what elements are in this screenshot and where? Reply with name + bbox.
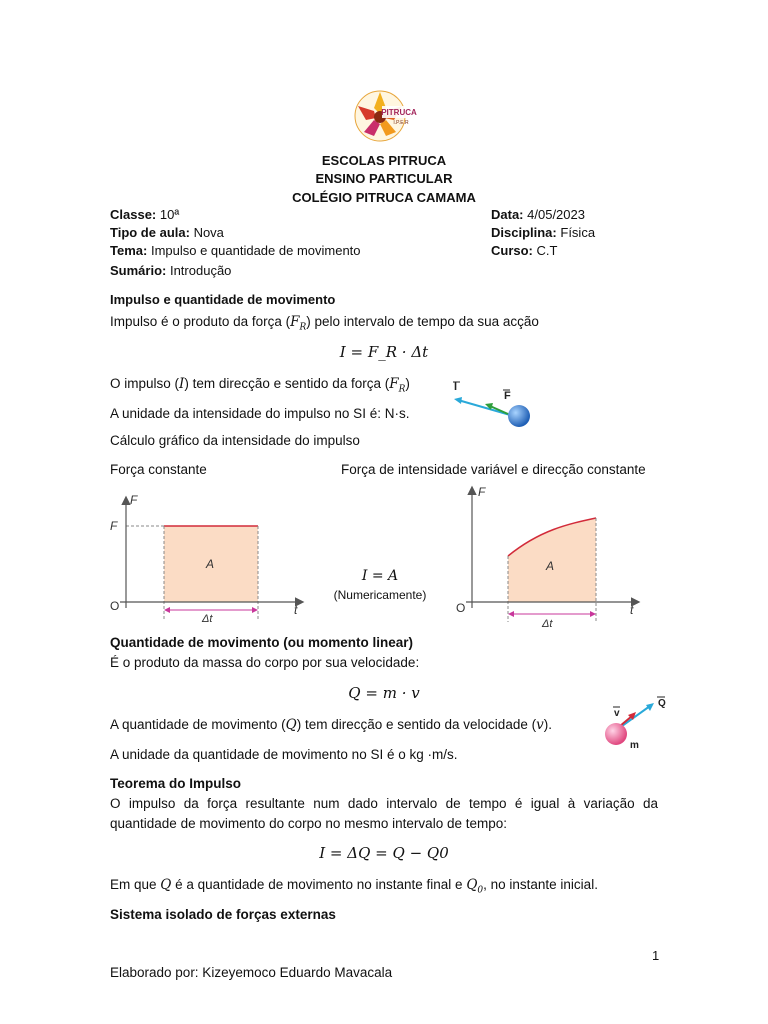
fig-label-momentum: Q — [658, 698, 666, 709]
section-heading-impulso: Impulso e quantidade de movimento — [110, 292, 336, 307]
graph-variable-force — [450, 482, 646, 632]
graph-constant-force — [102, 490, 310, 628]
interval-label: Δt — [542, 618, 553, 630]
classe-row — [110, 207, 179, 222]
tema-label: Tema: — [110, 243, 148, 258]
quantidade-formula: Q = m · v — [348, 684, 420, 702]
tipo-value: Nova — [193, 225, 224, 240]
logo-name: PITRUCA — [381, 108, 417, 117]
quantidade-definition: É o produto da massa do corpo por sua velocidade: — [110, 655, 420, 670]
var-force-label: Força de intensidade variável e direcção constante — [341, 462, 646, 477]
area-formula-note: (Numericamente) — [333, 588, 427, 602]
tipo-label: Tipo de aula: — [110, 225, 190, 240]
section-heading-quantidade: Quantidade de movimento (ou momento linear) — [110, 635, 414, 650]
fig-label-mass: m — [630, 740, 639, 751]
logo-subtext: I.P.E.R — [393, 120, 409, 126]
data-label: Data: — [491, 207, 524, 222]
impulso-unit: A unidade da intensidade do impulso no SI é: N·s. — [110, 406, 410, 421]
momentum-symbol: Q — [285, 717, 297, 733]
curso-label: Curso: — [491, 243, 533, 258]
fig-label-impulse: I — [454, 381, 458, 393]
y-axis-label: F — [478, 485, 486, 499]
velocity-symbol: v — [536, 717, 544, 733]
sumario-label: Sumário: — [110, 263, 167, 278]
school-type: ENSINO PARTICULAR — [315, 171, 453, 186]
force-symbol: $F_R$ — [290, 314, 307, 333]
disciplina-row — [491, 225, 595, 240]
data-value: 4/05/2023 — [527, 207, 585, 222]
momentum-ball-figure — [598, 692, 678, 752]
momentum-final-symbol: Q — [160, 877, 172, 893]
sumario-value: Introdução — [169, 263, 232, 278]
disciplina-label: Disciplina: — [491, 225, 557, 240]
school-logo — [346, 84, 418, 144]
impulso-definition: Impulso é o produto da força $(F_R)$ pelo intervalo de tempo da sua acção — [110, 314, 539, 333]
quantidade-direction: A quantidade de movimento (Q) tem direcção e sentido da velocidade (v). — [110, 717, 552, 733]
graph-heading: Cálculo gráfico da intensidade do impulso — [110, 433, 360, 448]
teorema-note: Em que Q é a quantidade de movimento no instante final e $Q_0$, no instante inicial. — [110, 877, 598, 896]
curso-value: C.T — [536, 243, 558, 258]
y-axis-label: F — [130, 493, 138, 507]
impulso-formula: I = F_R · Δt — [339, 343, 429, 361]
disciplina-value: Física — [560, 225, 596, 240]
sumario-row — [110, 263, 231, 278]
data-row — [491, 207, 585, 222]
school-name: ESCOLAS PITRUCA — [321, 153, 447, 168]
origin-label: O — [456, 601, 466, 615]
momentum-initial-symbol: $Q_0$ — [466, 877, 484, 896]
section-heading-teorema: Teorema do Impulso — [110, 776, 242, 791]
curso-row — [491, 243, 557, 258]
f-tick-label: F — [110, 519, 118, 533]
impulse-symbol: I — [179, 376, 185, 392]
area-formula: I = A — [361, 568, 399, 584]
fig-label-velocity: v — [614, 708, 620, 719]
teorema-formula: I = ΔQ = Q − Q0 — [319, 844, 449, 862]
author-credit: Elaborado por: Kizeyemoco Eduardo Mavacala — [110, 965, 393, 980]
x-axis-label: t — [630, 603, 634, 617]
section-heading-sistema: Sistema isolado de forças externas — [110, 907, 336, 922]
quantidade-unit: A unidade da quantidade de movimento no SI é o kg ·m/s. — [110, 747, 458, 762]
fig-label-force: F — [504, 390, 511, 402]
school-college: COLÉGIO PITRUCA CAMAMA — [292, 190, 476, 205]
area-label: A — [546, 559, 555, 573]
impulse-ball-figure — [448, 378, 540, 434]
x-axis-label: t — [294, 603, 298, 617]
force-symbol-2: $F_R$ — [389, 376, 406, 395]
classe-label: Classe: — [110, 207, 157, 222]
tema-row — [110, 243, 361, 258]
tema-value: Impulso e quantidade de movimento — [150, 243, 361, 258]
teorema-text: O impulso da força resultante num dado intervalo de tempo é igual à variação da quantidade de movimento do corpo no mesmo intervalo de tempo: — [110, 796, 658, 831]
area-label: A — [206, 557, 215, 571]
classe-value: 10ª — [159, 207, 180, 222]
const-force-label: Força constante — [110, 462, 207, 477]
page-number: 1 — [652, 948, 660, 963]
tipo-row — [110, 225, 224, 240]
origin-label: O — [110, 599, 120, 613]
interval-label: Δt — [202, 613, 213, 625]
impulso-direction: O impulso (I) tem direcção e sentido da força $(F_R)$ — [110, 376, 410, 395]
